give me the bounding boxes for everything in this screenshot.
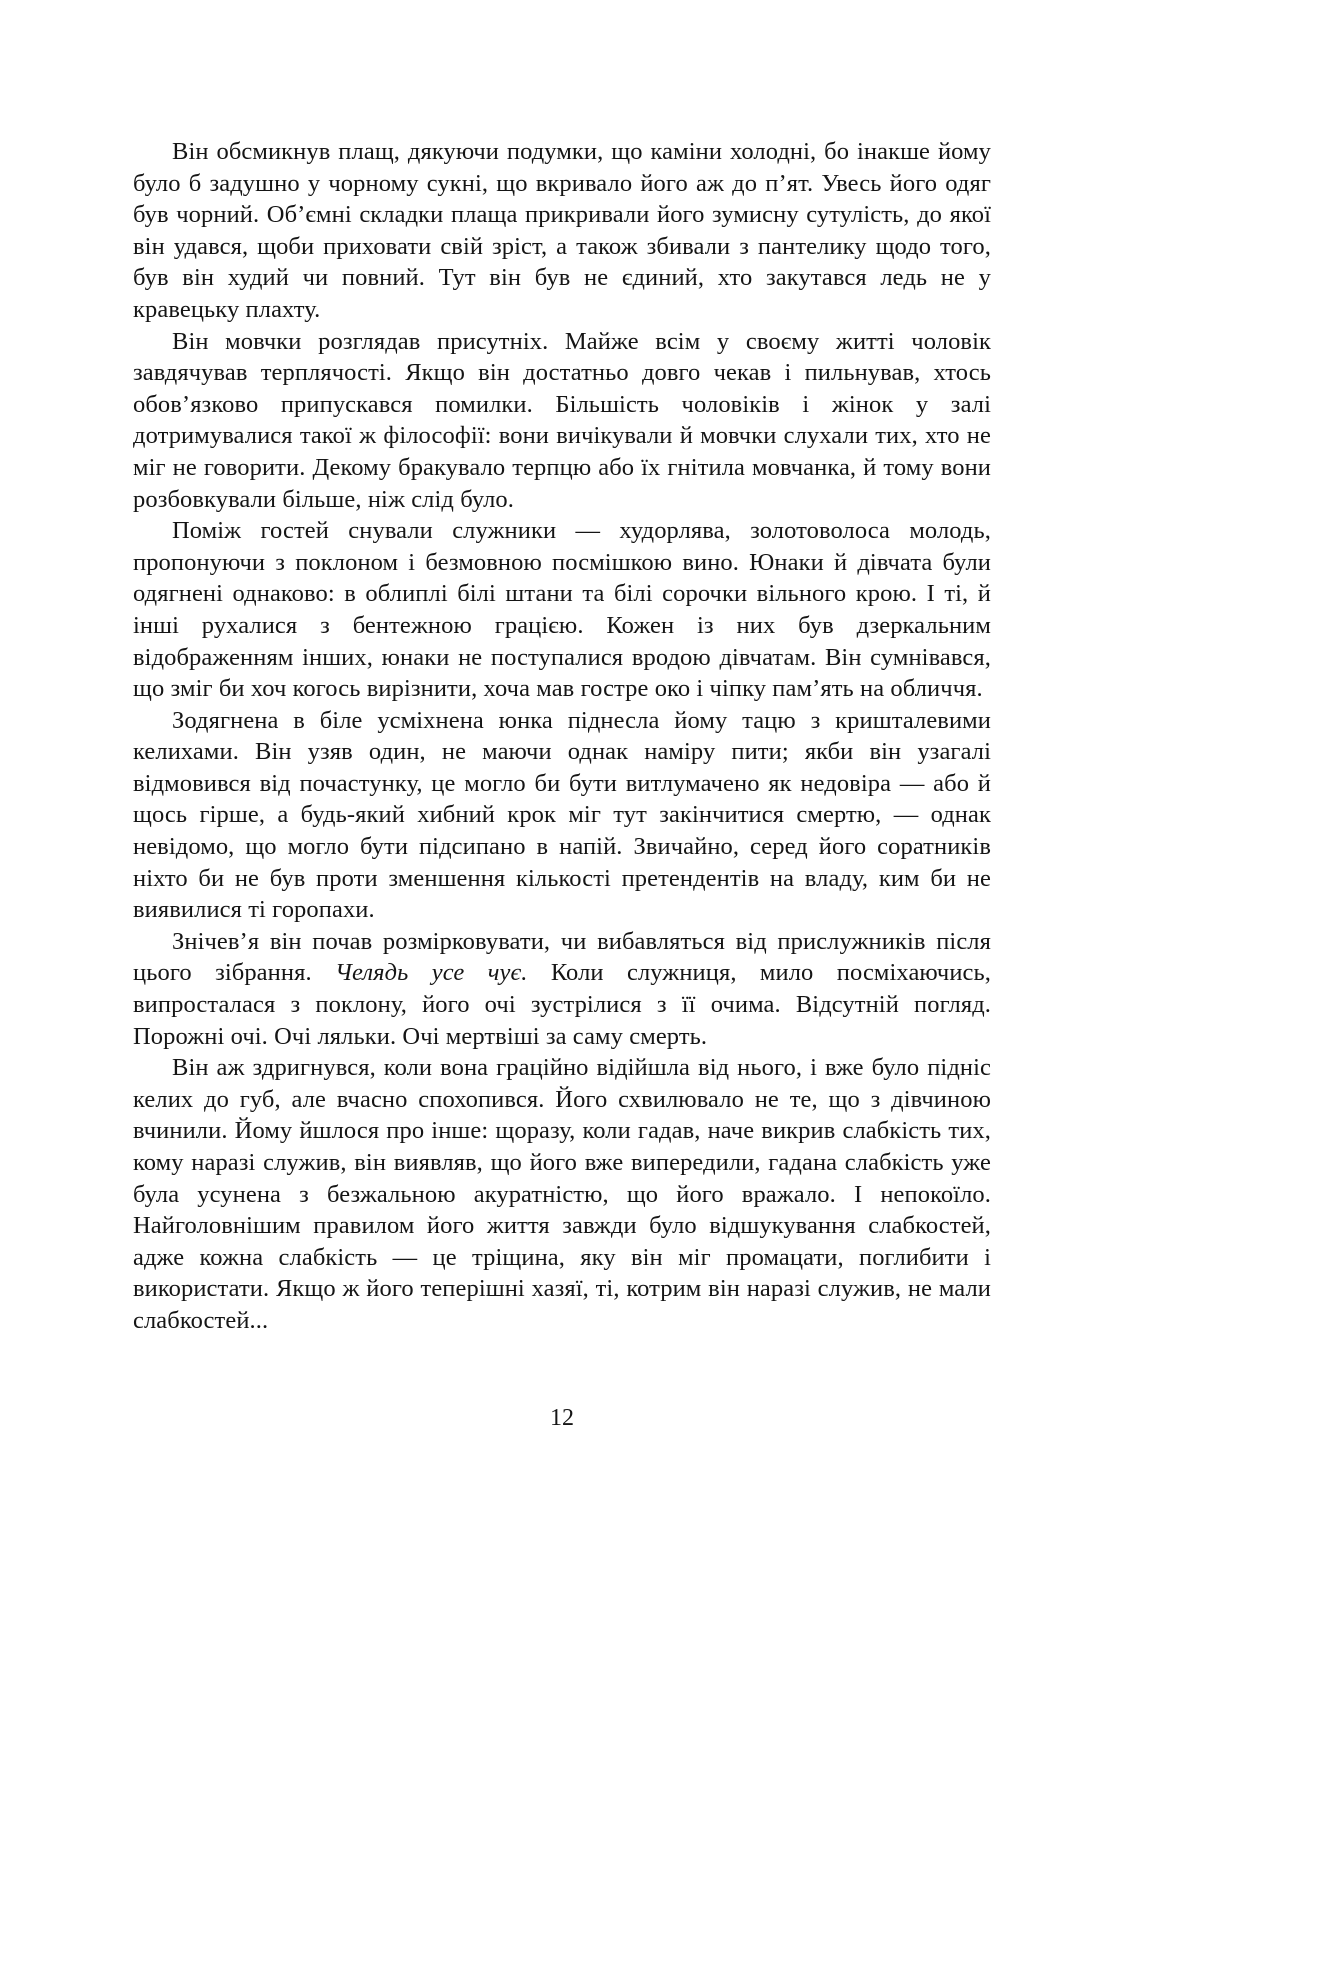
paragraph — [133, 1052, 991, 1336]
text-run: Знічев’я він почав розмірковувати, чи вибавляться від прислужників після цього зібрання. — [133, 927, 991, 987]
italic-text-run: Челядь усе чує. — [335, 959, 528, 987]
paragraph — [133, 136, 991, 326]
paragraph — [133, 705, 991, 926]
text-run: Коли служниця, мило посміхаючись, випросталася з поклону, його очі зустрілися з її очима. Відсутній погляд. Порожні очі. Очі ляльки. Очі мертвіші за саму смерть. — [133, 959, 992, 1050]
text-run: Зодягнена в біле усміхнена юнка піднесла йому тацю з кришталевими келихами. Він узяв один, не маючи однак наміру пити; якби він узагалі відмовився від почастунку, це могло би бути витлумачено як недовіра — або й щось гірше, а будь-який хибний крок міг тут закінчитися смертю, — однак невідомо, що могло бути підсипано в напій. Звичайно, серед його соратників ніхто би не був проти зменшення кількості претендентів на владу, ким би не виявилися ті горопахи. — [133, 706, 991, 924]
paragraph — [133, 926, 991, 1052]
paragraph — [133, 515, 991, 705]
paragraph — [133, 326, 991, 516]
text-run: Поміж гостей снували служники — худорлява, золотоволоса молодь, пропонуючи з поклоном і безмовною посмішкою вино. Юнаки й дівчата були одягнені однаково: в облиплі білі штани та білі сорочки вільного крою. І ті, й інші рухалися з бентежною грацією. Кожен із них був дзеркальним відображенням інших, юнаки не поступалися вродою дівчатам. Він сумнівався, що зміг би хоч когось вирізнити, хоча мав гостре око і чіпку пам’ять на обличчя. — [133, 517, 991, 703]
text-run: Він аж здригнувся, коли вона граційно відійшла від нього, і вже було підніс келих до губ, але вчасно спохопився. Його схвилювало не те, що з дівчиною вчинили. Йому йшлося про інше: щоразу, коли гадав, наче викрив слабкість тих, кому наразі служив, він виявляв, що його вже випередили, гадана слабкість уже була усунена з безжальною акуратністю, що його вражало. І непокоїло. Найголовнішим правилом його життя завжди було відшукування слабкостей, адже кожна слабкість — це тріщина, яку він міг промацати, поглибити і використати. Якщо ж його теперішні хазяї, ті, котрим він наразі служив, не мали слабкостей... — [133, 1054, 991, 1334]
page-number: 12 — [550, 1405, 574, 1431]
text-run: Він обсмикнув плащ, дякуючи подумки, що каміни холодні, бо інакше йому було б задушно у чорному сукні, що вкривало його аж до п’ят. Увесь його одяг був чорний. Об’ємні складки плаща прикривали його зумисну сутулість, до якої він удався, щоби приховати свій зріст, а також збивали з пантелику щодо того, був він худий чи повний. Тут він був не єдиний, хто закутався ледь не у кравецьку плахту. — [133, 138, 991, 323]
text-block — [133, 136, 991, 1337]
text-run: Він мовчки розглядав присутніх. Майже всім у своєму житті чоловік завдячував терплячості. Якщо він достатньо довго чекав і пильнував, хтось обов’язково припускався помилки. Більшість чоловіків і жінок у залі дотримувалися такої ж філософії: вони вичікували й мовчки слухали тих, хто не міг не говорити. Декому бракувало терпцю або їх гнітила мовчанка, й тому вони розбовкували більше, ніж слід було. — [133, 327, 991, 513]
